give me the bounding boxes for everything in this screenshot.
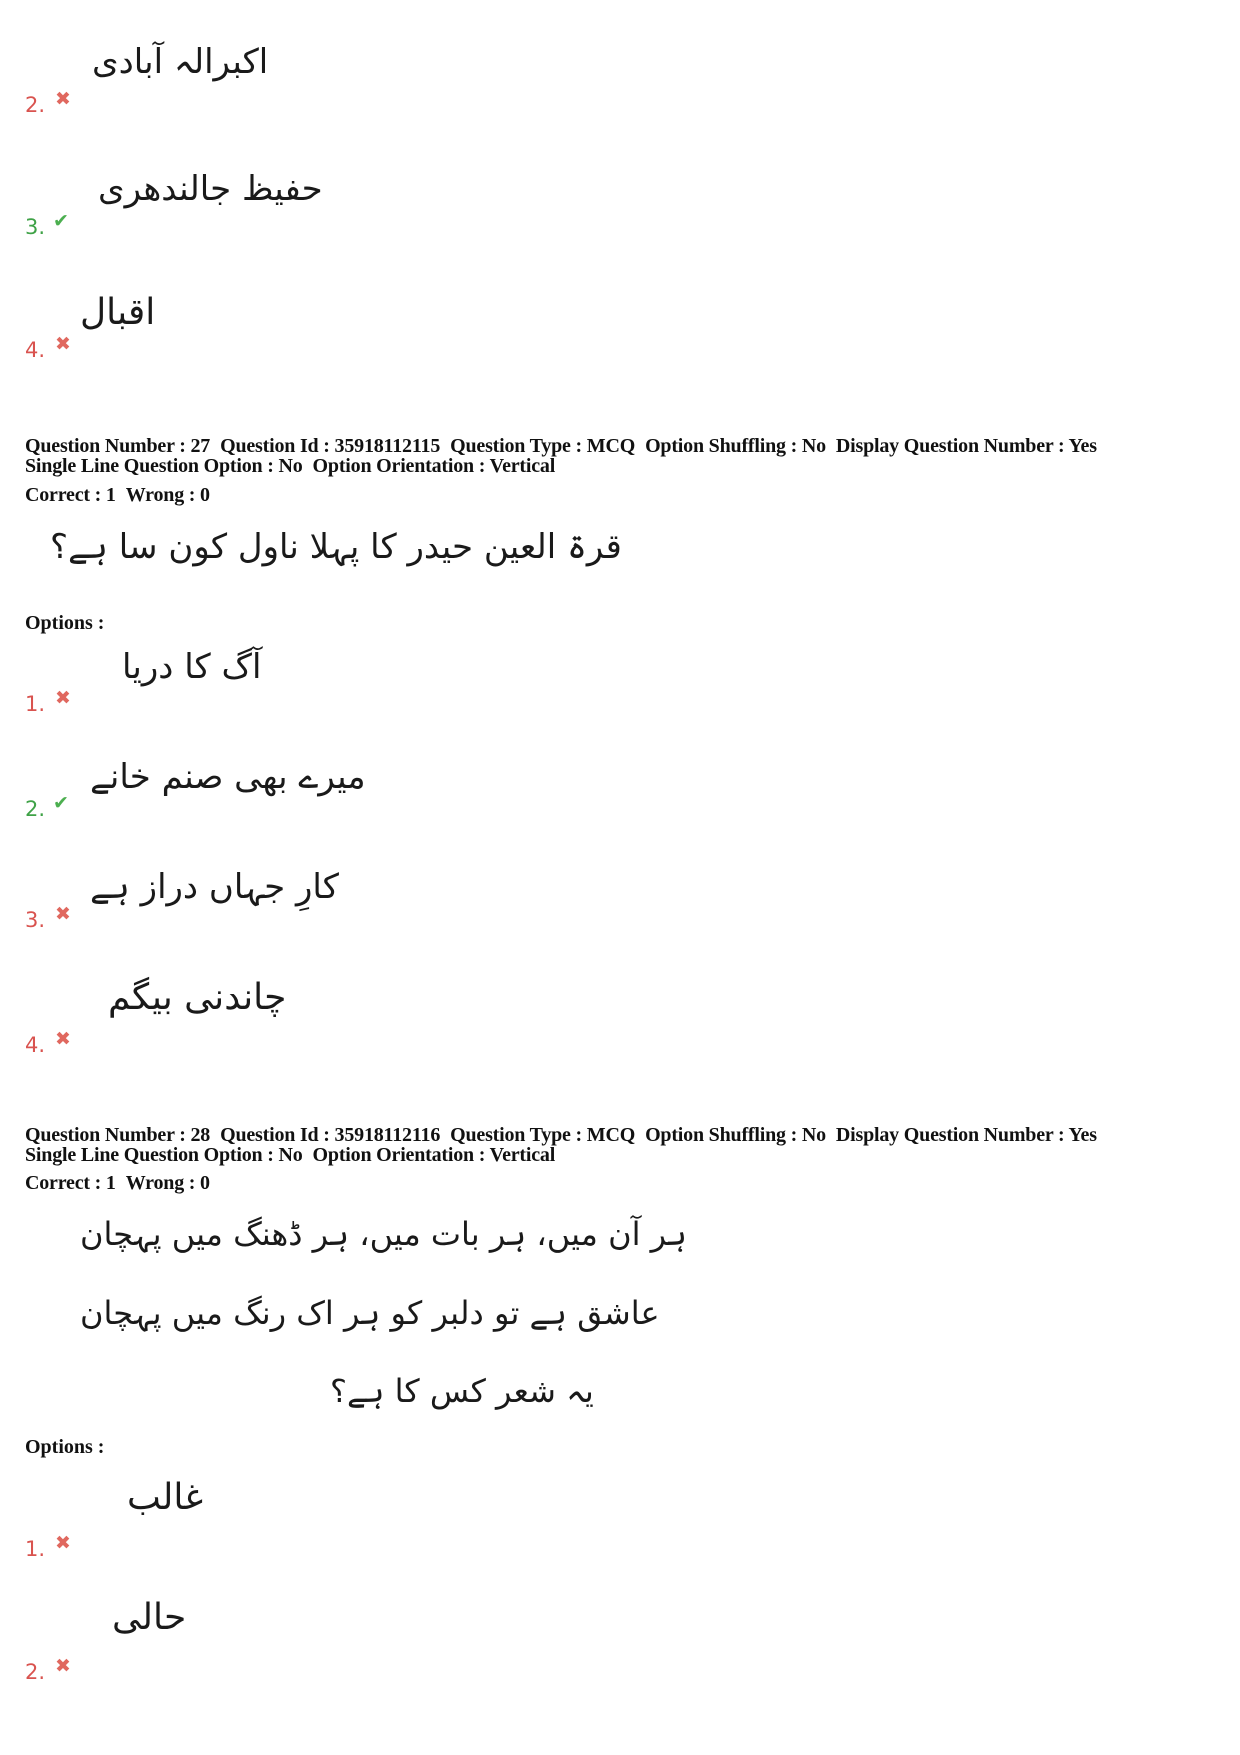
wrong-score: Wrong : 0 xyxy=(125,484,210,506)
option-text: غالب xyxy=(127,1477,204,1518)
question-number: Question Number : 27 xyxy=(25,435,211,457)
check-mark-icon: ✔ xyxy=(53,792,69,814)
single-line-option: Single Line Question Option : No xyxy=(25,455,303,477)
option-number: 1. xyxy=(25,692,46,716)
wrong-mark-icon: ✖ xyxy=(55,1028,71,1050)
option-text: حفیظ جالندھری xyxy=(98,169,323,209)
wrong-mark-icon: ✖ xyxy=(55,903,71,925)
question-type: Question Type : MCQ xyxy=(450,435,636,457)
score-line xyxy=(25,1173,220,1193)
question-verse-line: عاشق ہے تو دلبر کو ہر اک رنگ میں پہچان xyxy=(80,1294,660,1332)
wrong-mark-icon: ✖ xyxy=(55,1532,71,1554)
wrong-mark-icon: ✖ xyxy=(55,88,71,110)
option-orientation: Option Orientation : Vertical xyxy=(312,1144,556,1166)
question-verse-line: ہر آن میں، ہر بات میں، ہر ڈھنگ میں پہچان xyxy=(80,1215,688,1253)
option-text: چاندنی بیگم xyxy=(108,977,287,1018)
correct-score: Correct : 1 xyxy=(25,484,116,506)
option-number: 4. xyxy=(25,338,46,362)
score-line xyxy=(25,485,220,505)
question-meta-line2 xyxy=(25,1145,565,1165)
wrong-mark-icon: ✖ xyxy=(55,687,71,709)
question-id: Question Id : 35918112115 xyxy=(220,435,441,457)
option-text: اقبال xyxy=(80,292,156,333)
option-number: 3. xyxy=(25,908,46,932)
correct-score: Correct : 1 xyxy=(25,1172,116,1194)
option-shuffling: Option Shuffling : No xyxy=(645,1124,826,1146)
single-line-option: Single Line Question Option : No xyxy=(25,1144,303,1166)
option-number: 4. xyxy=(25,1033,46,1057)
wrong-mark-icon: ✖ xyxy=(55,333,71,355)
option-shuffling: Option Shuffling : No xyxy=(645,435,826,457)
question-id: Question Id : 35918112116 xyxy=(220,1124,441,1146)
question-text: قرۃ العین حیدر کا پہلا ناول کون سا ہے؟ xyxy=(50,527,622,567)
display-question-number: Display Question Number : Yes xyxy=(835,435,1097,457)
option-number: 3. xyxy=(25,215,46,239)
question-verse-line: یہ شعر کس کا ہے؟ xyxy=(330,1372,594,1410)
option-number: 2. xyxy=(25,1660,46,1684)
option-text: آگ کا دریا xyxy=(122,647,262,687)
question-number: Question Number : 28 xyxy=(25,1124,211,1146)
question-type: Question Type : MCQ xyxy=(450,1124,636,1146)
options-label: Options : xyxy=(25,1436,105,1458)
option-number: 1. xyxy=(25,1537,46,1561)
question-meta-line1 xyxy=(25,1125,1107,1145)
option-text: حالی xyxy=(112,1597,187,1638)
question-meta-line1 xyxy=(25,436,1107,456)
option-number: 2. xyxy=(25,797,46,821)
wrong-mark-icon: ✖ xyxy=(55,1655,71,1677)
option-orientation: Option Orientation : Vertical xyxy=(312,455,556,477)
display-question-number: Display Question Number : Yes xyxy=(835,1124,1097,1146)
option-number: 2. xyxy=(25,93,46,117)
options-label: Options : xyxy=(25,612,105,634)
wrong-score: Wrong : 0 xyxy=(125,1172,210,1194)
question-meta-line2 xyxy=(25,456,565,476)
option-text: کارِ جہاں دراز ہے xyxy=(90,867,339,907)
check-mark-icon: ✔ xyxy=(53,210,69,232)
option-text: میرے بھی صنم خانے xyxy=(90,757,366,797)
option-text: اکبرالہ آبادی xyxy=(92,42,269,82)
